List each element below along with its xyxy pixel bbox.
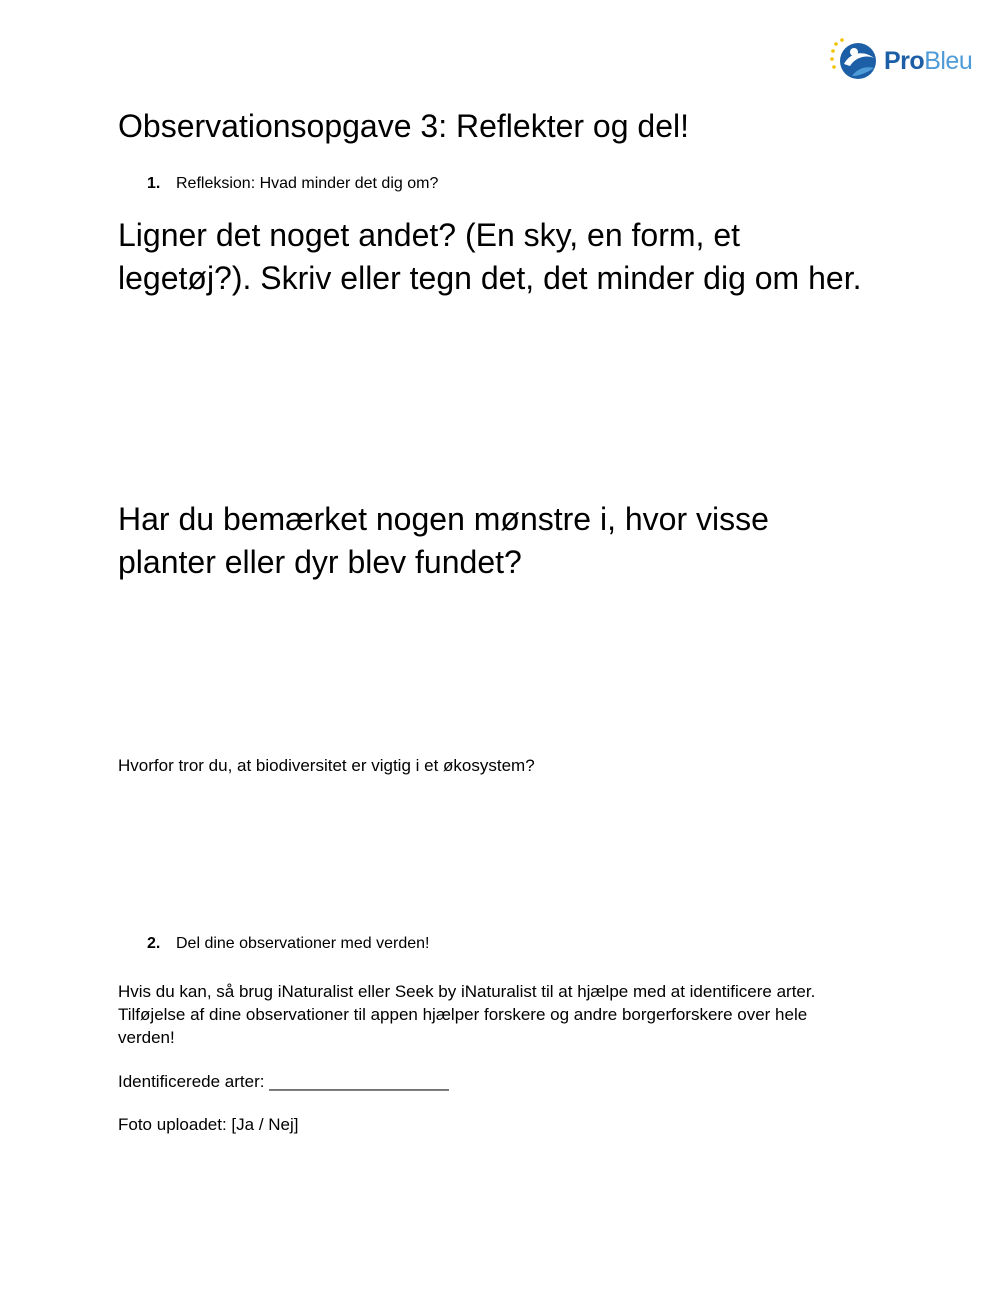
probleu-emblem-icon [830,36,882,84]
list-number: 1. [147,175,161,192]
photo-uploaded-field: Foto uploadet: [Ja / Nej] [118,1115,299,1134]
question-line: Ligner det noget andet? (En sky, en form, et [118,217,740,253]
paragraph-line: Hvis du kan, så brug iNaturalist eller Seek by iNaturalist til at hjælpe med at identificere arter. [118,982,816,1001]
share-paragraph [118,980,878,1049]
question-line: Har du bemærket nogen mønstre i, hvor visse [118,501,769,537]
logo-wordmark: ProBleu [884,47,973,75]
page-title: Observationsopgave 3: Reflekter og del! [118,108,689,144]
question-line: legetøj?). Skriv eller tegn det, det minder dig om her. [118,260,862,296]
list-text: Refleksion: Hvad minder det dig om? [176,175,439,192]
probleu-logo [830,36,980,84]
question-resemblance [118,214,918,300]
question-patterns [118,498,918,584]
paragraph-line: Tilføjelse af dine observationer til appen hjælper forskere og andre borgerforskere over hele [118,1005,808,1024]
list-text: Del dine observationer med verden! [176,935,430,952]
question-biodiversity: Hvorfor tror du, at biodiversitet er vigtig i et økosystem? [118,756,535,775]
question-line: planter eller dyr blev fundet? [118,544,522,580]
identified-species-field: Identificerede arter: ___________________ [118,1072,449,1091]
paragraph-line: verden! [118,1028,175,1047]
list-number: 2. [147,935,161,952]
